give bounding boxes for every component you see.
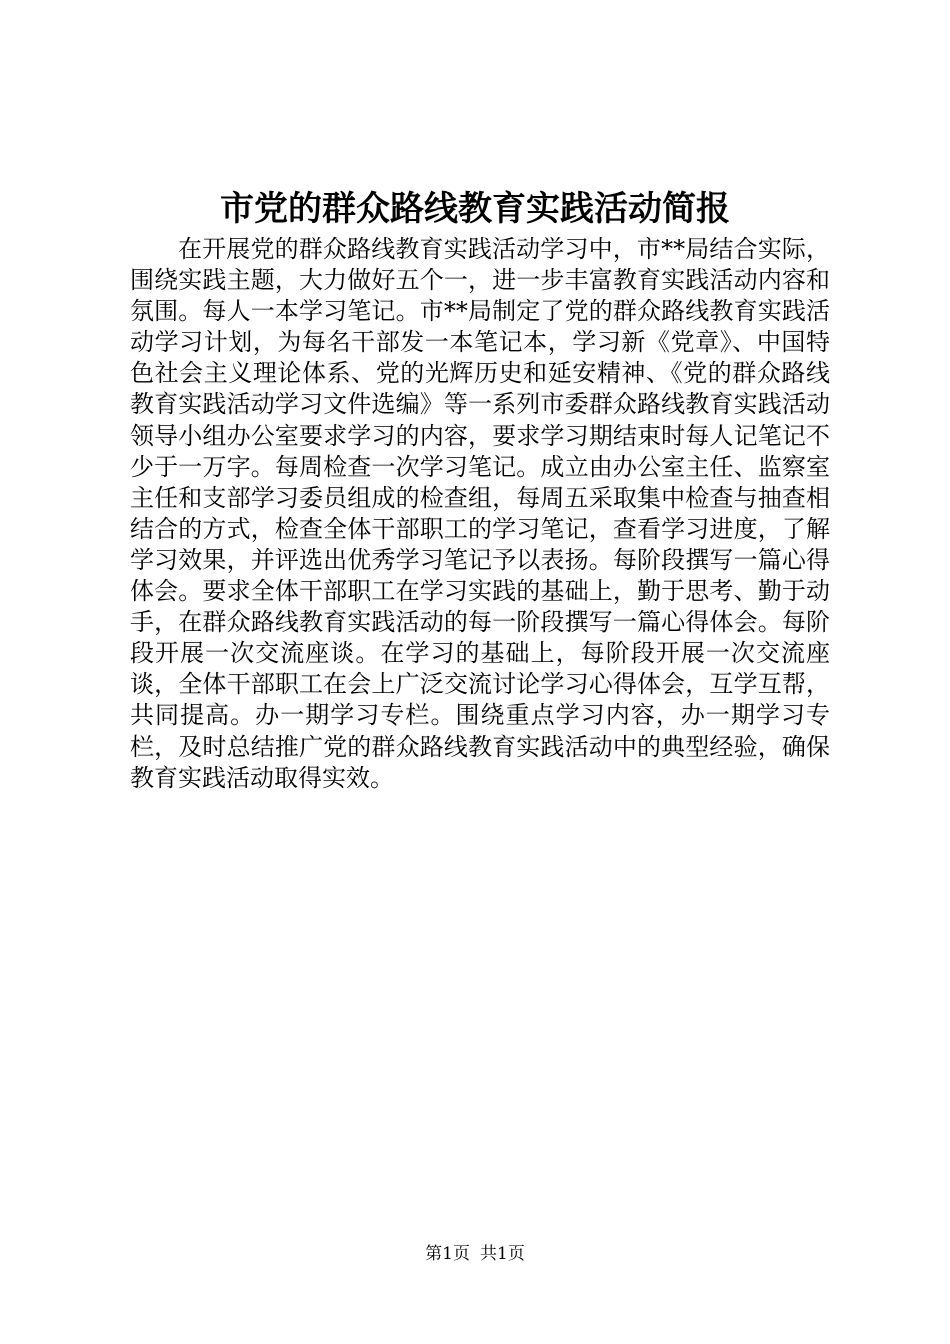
page-number-total: 共1页 <box>480 1244 525 1264</box>
page-number-current: 第1页 <box>425 1244 470 1264</box>
document-body-paragraph: 在开展党的群众路线教育实践活动学习中，市**局结合实际，围绕实践主题，大力做好五个一，进一步丰富教育实践活动内容和氛围。每人一本学习笔记。市**局制定了党的群众路线教育实践活动学习计划，为每名干部发一本笔记本，学习新《党章》、中国特色社会主义理论体系、党的光辉历史和延安精神、《党的群众路线教育实践活动学习文件选编》等一系列市委群众路线教育实践活动领导小组办公室要求学习的内容，要求学习期结束时每人记笔记不少于一万字。每周检查一次学习笔记。成立由办公室主任、监察室主任和支部学习委员组成的检查组，每周五采取集中检查与抽查相结合的方式，检查全体干部职工的学习笔记，查看学习进度，了解学习效果，并评选出优秀学习笔记予以表扬。每阶段撰写一篇心得体会。要求全体干部职工在学习实践的基础上，勤于思考、勤于动手，在群众路线教育实践活动的每一阶段撰写一篇心得体会。每阶段开展一次交流座谈。在学习的基础上，每阶段开展一次交流座谈，全体干部职工在会上广泛交流讨论学习心得体会，互学互帮，共同提高。办一期学习专栏。围绕重点学习内容，办一期学习专栏，及时总结推广党的群众路线教育实践活动中的典型经验，确保教育实践活动取得实效。 <box>130 235 830 792</box>
page-footer <box>0 1242 950 1266</box>
document-title: 市党的群众路线教育实践活动简报 <box>220 189 730 229</box>
